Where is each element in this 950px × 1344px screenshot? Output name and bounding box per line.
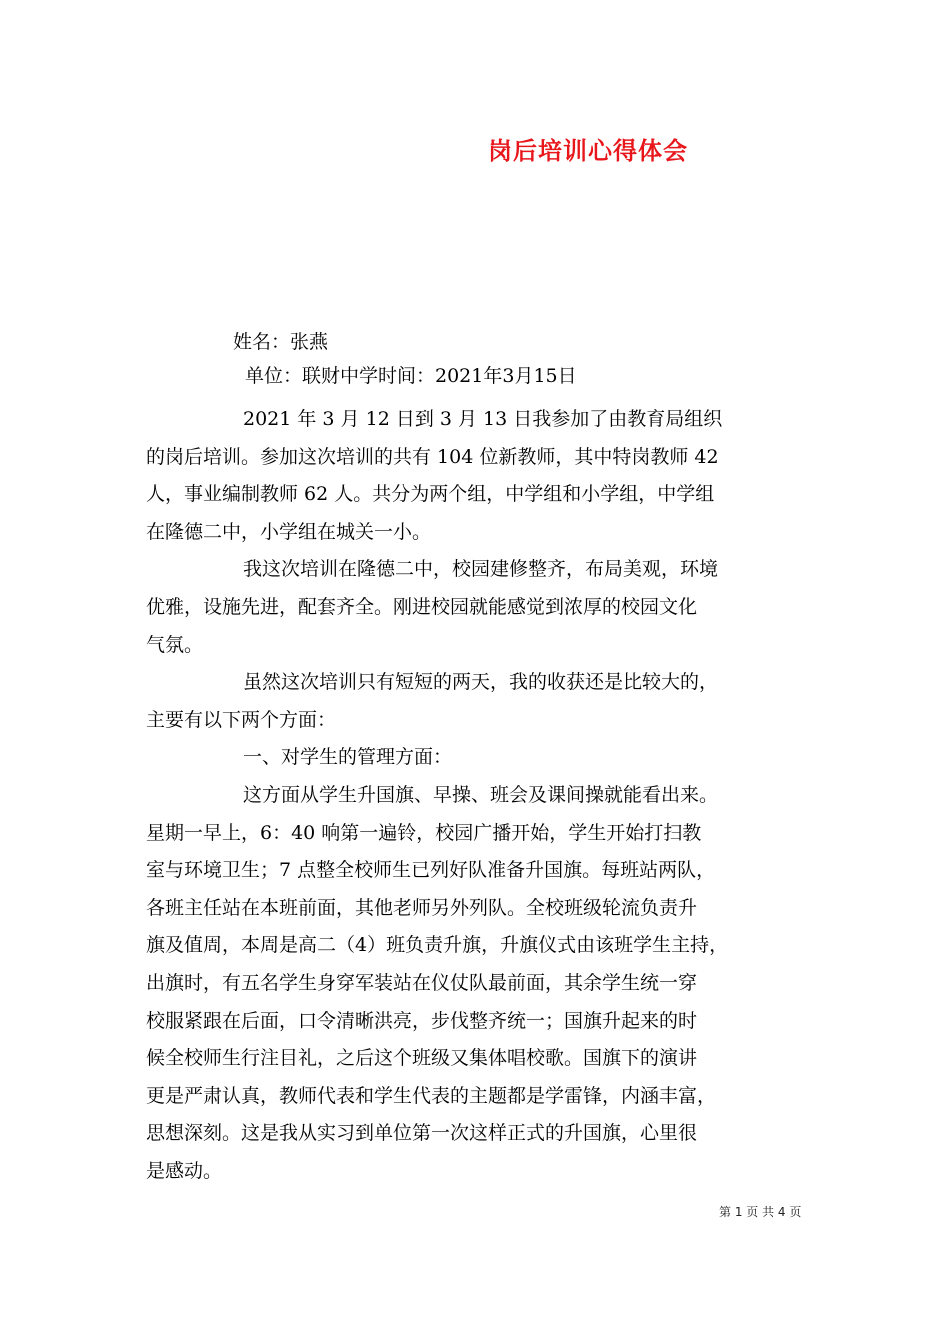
- text-line: 是感动。: [146, 1159, 223, 1182]
- text-line: 气氛。: [146, 633, 204, 656]
- text-line: 人，事业编制教师 62 人。共分为两个组，中学组和小学组，中学组: [146, 483, 715, 506]
- document-title: 岗后培训心得体会: [488, 137, 688, 165]
- text-line: 更是严肃认真，教师代表和学生代表的主题都是学雷锋，内涵丰富，: [146, 1084, 717, 1107]
- text-line: 在隆德二中，小学组在城关一小。: [146, 520, 432, 543]
- paragraph-training-overview: [146, 401, 816, 551]
- paragraph-gains-intro: [146, 664, 816, 739]
- text-line: 我这次培训在隆德二中，校园建修整齐，布局美观，环境: [243, 558, 719, 581]
- text-line: 旗及值周，本周是高二（4）班负责升旗，升旗仪式由该班学生主持，: [146, 934, 729, 957]
- text-line: 思想深刻。这是我从实习到单位第一次这样正式的升国旗，心里很: [146, 1122, 698, 1145]
- text-line: 2021 年 3 月 12 日到 3 月 13 日我参加了由教育局组织: [243, 408, 723, 430]
- text-line: 室与环境卫生；7 点整全校师生已列好队准备升国旗。每班站两队，: [146, 859, 716, 882]
- author-name-line: 姓名：张燕: [233, 331, 329, 353]
- page-number-footer: 第 1 页 共 4 页: [719, 1205, 802, 1219]
- text-line: 这方面从学生升国旗、早操、班会及课间操就能看出来。: [243, 783, 719, 806]
- text-line: 校服紧跟在后面，口令清晰洪亮，步伐整齐统一；国旗升起来的时: [146, 1009, 698, 1032]
- text-line: 各班主任站在本班前面，其他老师另外列队。全校班级轮流负责升: [146, 896, 698, 919]
- document-body: [146, 401, 816, 1190]
- text-line: 出旗时，有五名学生身穿军装站在仪仗队最前面，其余学生统一穿: [146, 971, 698, 994]
- text-line: 候全校师生行注目礼，之后这个班级又集体唱校歌。国旗下的演讲: [146, 1047, 698, 1070]
- paragraph-campus-description: [146, 551, 816, 664]
- text-line: 星期一早上，6：40 响第一遍铃，校园广播开始，学生开始打扫教: [146, 821, 702, 844]
- section-heading-text: 一、对学生的管理方面：: [243, 746, 453, 769]
- text-line: 优雅，设施先进，配套齐全。刚进校园就能感觉到浓厚的校园文化: [146, 595, 698, 618]
- unit-time-line: 单位：联财中学时间：2021年3月15日: [245, 365, 577, 387]
- section-heading-student-management: [146, 739, 816, 777]
- text-line: 主要有以下两个方面：: [146, 708, 337, 731]
- paragraph-flag-raising: [146, 777, 816, 1191]
- text-line: 的岗后培训。参加这次培训的共有 104 位新教师，其中特岗教师 42: [146, 445, 719, 468]
- text-line: 虽然这次培训只有短短的两天，我的收获还是比较大的，: [243, 671, 719, 694]
